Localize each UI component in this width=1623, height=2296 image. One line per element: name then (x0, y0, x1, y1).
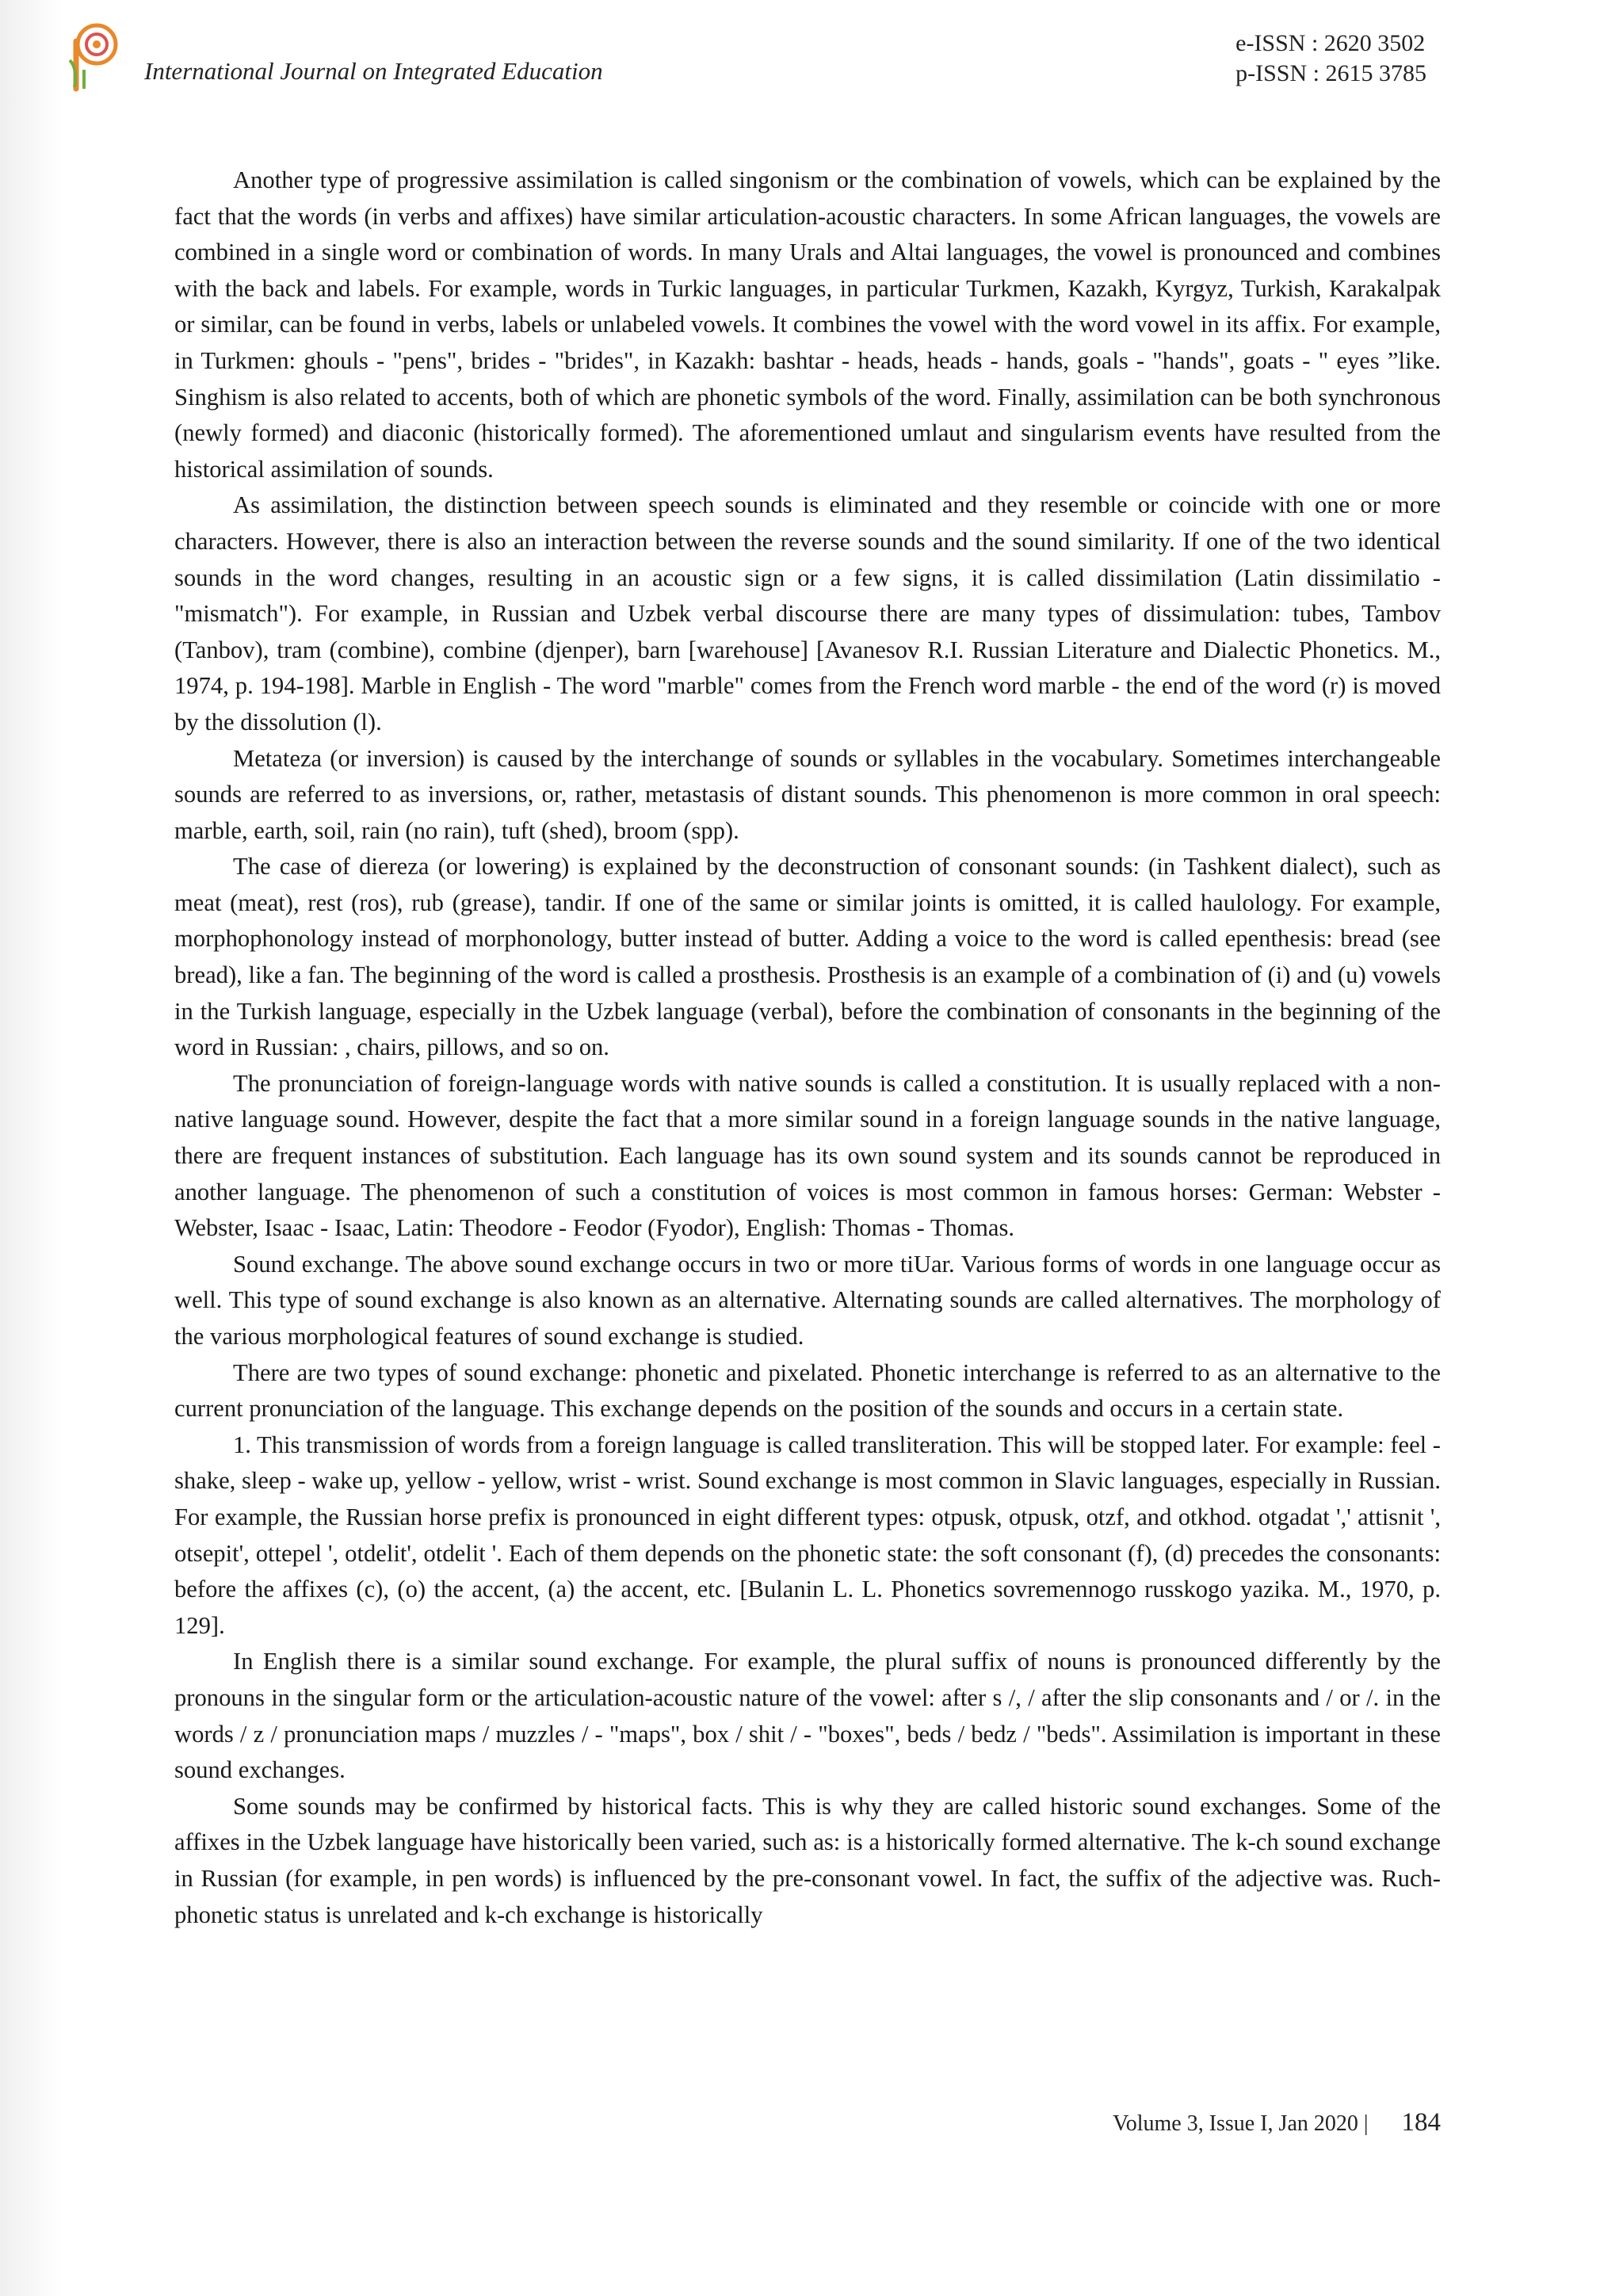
page-edge-shadow (0, 0, 62, 2296)
paragraph: In English there is a similar sound exchange. For example, the plural suffix of nouns is pronounced differently by the pronouns in the singular form or the articulation-acoustic nature of the vowel: after s /, / after the slip consonants and / or /. in the words / z / pronunciation maps / muzzles / - "maps", box / shit / - "boxes", beds / bedz / "beds". Assimilation is important in these sound exchanges. (174, 1648, 1441, 1784)
volume-info: Volume 3, Issue I, Jan 2020 | (1113, 2111, 1369, 2136)
page-header (63, 17, 1426, 105)
paragraph: The pronunciation of foreign-language words with native sounds is called a constitution. It is usually replaced with a non-native language sound. However, despite the fact that a more similar sound in a foreign language sounds in the native language, there are frequent instances of substitution. Each language has its own sound system and its sounds cannot be reproduced in another language. The phenomenon of such a constitution of voices is most common in famous horses: German: Webster - Webster, Isaac - Isaac, Latin: Theodore - Feodor (Fyodor), English: Thomas - Thomas. (174, 1069, 1441, 1242)
paragraph: Metateza (or inversion) is caused by the interchange of sounds or syllables in the vocabulary. Sometimes interchangeable sounds are referred to as inversions, or, rather, metastasis of distant sounds. This phenomenon is more common in oral speech: marble, earth, soil, rain (no rain), tuft (shed), broom (spp). (174, 744, 1441, 844)
journal-title: International Journal on Integrated Education (144, 57, 603, 85)
article-body (174, 162, 1441, 1933)
paragraph: The case of diereza (or lowering) is explained by the deconstruction of consonant sounds: (in Tashkent dialect), such as meat (meat), rest (ros), rub (grease), tandir. If one of the same or similar joints is omitted, it is called haulology. For example, morphophonology instead of morphonology, butter instead of butter. Adding a voice to the word is called epenthesis: bread (see bread), like a fan. The beginning of the word is called a prosthesis. Prosthesis is an example of a combination of (i) and (u) vowels in the Turkish language, especially in the Uzbek language (verbal), before the combination of consonants in the beginning of the word in Russian: , chairs, pillows, and so on. (174, 853, 1441, 1061)
issn-block (1235, 29, 1426, 89)
page-number: 184 (1401, 2108, 1441, 2137)
eissn: e-ISSN : 2620 3502 (1235, 30, 1426, 56)
paragraph: As assimilation, the distinction between speech sounds is eliminated and they resemble or coincide with one or more characters. However, there is also an interaction between the reverse sounds and the sound similarity. If one of the two identical sounds in the word changes, resulting in an acoustic sign or a few signs, it is called dissimilation (Latin dissimilatio - "mismatch"). For example, in Russian and Uzbek verbal discourse there are many types of dissimulation: tubes, Tambov (Tanbov), tram (combine), combine (djenper), barn [warehouse] [Avanesov R.I. Russian Literature and Dialectic Phonetics. M., 1974, p. 194-198]. Marble in English - The word "marble" comes from the French word marble - the end of the word (r) is moved by the dissolution (l). (174, 491, 1441, 735)
paragraph: There are two types of sound exchange: phonetic and pixelated. Phonetic interchange is referred to as an alternative to the current pronunciation of the language. This exchange depends on the position of the sounds and occurs in a certain state. (174, 1358, 1441, 1423)
pissn: p-ISSN : 2615 3785 (1235, 60, 1426, 86)
paragraph: Some sounds may be confirmed by historical facts. This is why they are called historic sound exchanges. Some of the affixes in the Uzbek language have historically been varied, such as: is a historically formed alternative. The k-ch sound exchange in Russian (for example, in pen words) is influenced by the pre-consonant vowel. In fact, the suffix of the adjective was. Ruch-phonetic status is unrelated and k-ch exchange is historically (174, 1792, 1441, 1928)
paragraph: Another type of progressive assimilation is called singonism or the combination of vowels, which can be explained by the fact that the words (in verbs and affixes) have similar articulation-acoustic characters. In some African languages, the vowels are combined in a single word or combination of words. In many Urals and Altai languages, the vowel is pronounced and combines with the back and labels. For example, words in Turkic languages, in particular Turkmen, Kazakh, Kyrgyz, Turkish, Karakalpak or similar, can be found in verbs, labels or unlabeled vowels. It combines the vowel with the word vowel in its affix. For example, in Turkmen: ghouls - "pens", brides - "brides", in Kazakh: bashtar - heads, heads - hands, goals - "hands", goats - " eyes ”like. Singhism is also related to accents, both of which are phonetic symbols of the word. Finally, assimilation can be both synchronous (newly formed) and diaconic (historically formed). The aforementioned umlaut and singularism events have resulted from the historical assimilation of sounds. (174, 166, 1441, 483)
page-footer (1113, 2108, 1441, 2137)
paragraph: Sound exchange. The above sound exchange occurs in two or more tiUar. Various forms of words in one language occur as well. This type of sound exchange is also known as an alternative. Alternating sounds are called alternatives. The morphology of the various morphological features of sound exchange is studied. (174, 1250, 1441, 1350)
paragraph: 1. This transmission of words from a foreign language is called transliteration. This will be stopped later. For example: feel - shake, sleep - wake up, yellow - yellow, wrist - wrist. Sound exchange is most common in Slavic languages, especially in Russian. For example, the Russian horse prefix is pronounced in eight different types: otpusk, otpusk, otzf, and otkhod. otgadat ',' attisnit ', otsepit', ottepel ', otdelit', otdelit '. Each of them depends on the phonetic state: the soft consonant (f), (d) precedes the consonants: before the affixes (c), (o) the accent, (a) the accent, etc. [Bulanin L. L. Phonetics sovremennogo russkogo yazika. M., 1970, p. 129]. (174, 1431, 1441, 1639)
journal-logo-icon (67, 21, 119, 92)
